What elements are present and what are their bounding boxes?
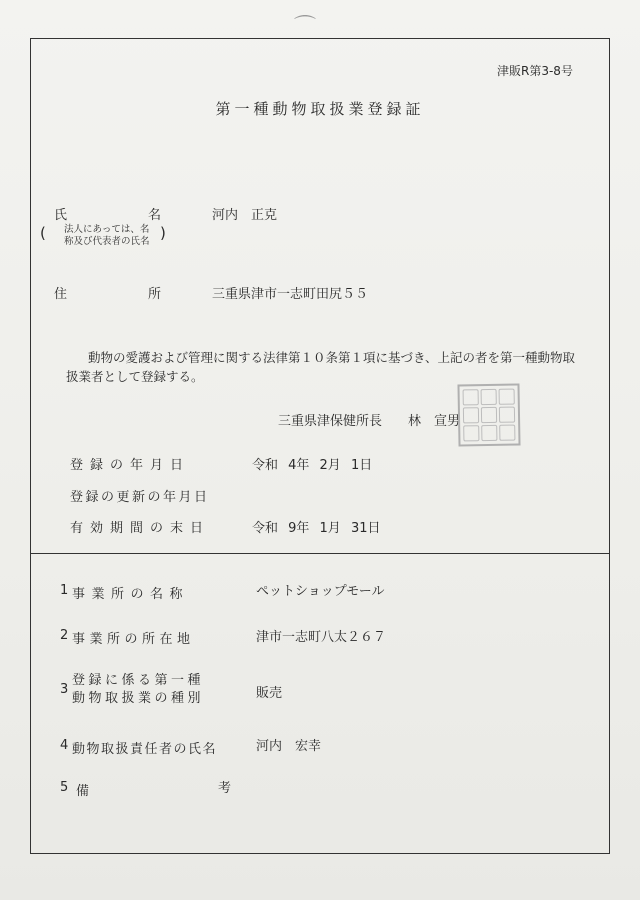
name-note-paren-close: ) [160,224,166,242]
item3-label [72,672,204,708]
name-note [64,224,150,248]
item1-value: ペットショップモール [256,584,385,599]
item2-number: 2 [60,628,69,643]
item3-label-line2: 動物取扱業の種別 [72,691,205,706]
item1-number: 1 [60,583,69,598]
item3-value: 販売 [256,686,283,701]
item4-value: 河内 宏幸 [256,739,322,754]
name-note-line2: 称及び代表者の氏名 [64,236,150,247]
document-number: 津販R第3-8号 [497,64,573,78]
item2-label: 事業所の所在地 [72,632,195,647]
registration-statement: 動物の愛護および管理に関する法律第１０条第１項に基づき、上記の者を第一種動物取扱業者として登録する。 [66,350,576,384]
issuer-name: 三重県津保健所長 林 宣男 [278,414,461,429]
name-label-right: 名 [148,208,162,223]
item3-number: 3 [60,682,69,697]
item4-number: 4 [60,738,69,753]
section-divider [30,553,610,554]
item2-value: 津市一志町八太２６７ [256,630,387,645]
expiry-date-label: 有効期間の末日 [70,521,211,536]
address-label-right: 所 [148,287,162,302]
address-value: 三重県津市一志町田尻５５ [212,287,369,302]
name-label-left: 氏 [54,208,68,223]
certificate-frame [30,38,610,854]
official-seal-icon [457,383,520,446]
item5-label-left: 備 [76,784,90,799]
item5-number: 5 [60,780,69,795]
renewal-date-label: 登録の更新の年月日 [70,490,210,505]
address-label-left: 住 [54,287,68,302]
name-value: 河内 正克 [212,208,278,223]
name-note-line1: 法人にあっては、名 [64,224,150,235]
item1-label: 事業所の名称 [72,587,190,602]
item3-label-line1: 登録に係る第一種 [72,673,205,688]
registration-date-label: 登録の年月日 [70,458,191,473]
name-note-paren-open: ( [40,224,46,242]
item4-label: 動物取扱責任者の氏名 [72,742,218,757]
binder-clip-mark-icon: ⌒ [294,15,317,40]
registration-date-value: 令和 4年 2月 1日 [252,458,373,473]
expiry-date-value: 令和 9年 1月 31日 [252,521,381,536]
document-title: 第一種動物取扱業登録証 [215,100,425,118]
item5-label-right: 考 [218,781,232,796]
